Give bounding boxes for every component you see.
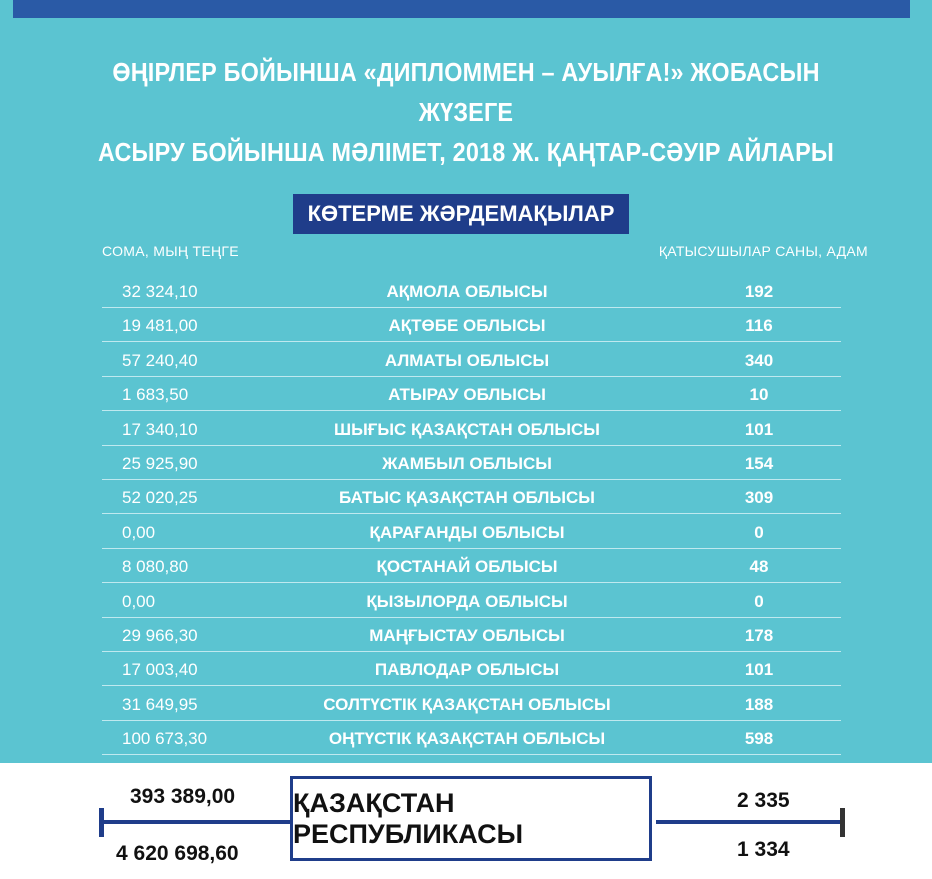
row-region: БАТЫС ҚАЗАҚСТАН ОБЛЫСЫ [339,488,595,508]
total-amount-top: 393 389,00 [130,785,236,808]
total-endcap-left [99,808,104,837]
row-region: ЖАМБЫЛ ОБЛЫСЫ [382,453,552,473]
row-amount: 17 340,10 [122,419,198,439]
row-amount: 31 649,95 [122,694,198,714]
table-row [0,619,932,652]
row-amount: 29 966,30 [122,625,198,645]
row-region: АҚМОЛА ОБЛЫСЫ [386,282,548,301]
table-row [0,722,932,755]
total-connector-right [656,820,842,824]
table-row [0,516,932,549]
table-row [0,344,932,377]
region-table [0,275,932,756]
row-count: 101 [744,419,774,439]
row-region: ОҢТҮСТІК ҚАЗАҚСТАН ОБЛЫСЫ [328,729,606,749]
column-header-amount: СОМА, МЫҢ ТЕҢГЕ [102,243,239,259]
row-region: АЛМАТЫ ОБЛЫСЫ [384,350,550,370]
row-count: 0 [754,591,764,611]
table-row [0,481,932,514]
table-row [0,550,932,583]
table-row [0,653,932,686]
row-amount: 8 080,80 [122,557,189,577]
row-amount: 57 240,40 [122,350,198,370]
row-count: 10 [749,385,769,405]
row-region: СОЛТҮСТІК ҚАЗАҚСТАН ОБЛЫСЫ [323,694,611,714]
row-region: ПАВЛОДАР ОБЛЫСЫ [374,660,560,680]
total-label: ҚАЗАҚСТАН РЕСПУБЛИКАСЫ [293,787,524,849]
row-amount: 32 324,10 [122,282,198,301]
row-amount: 100 673,30 [122,729,208,749]
table-row [0,413,932,446]
row-amount: 19 481,00 [122,316,198,336]
row-count: 154 [744,453,774,473]
row-amount: 1 683,50 [122,385,189,405]
row-region: ҚОСТАНАЙ ОБЛЫСЫ [376,557,558,577]
column-header-participants: ҚАТЫСУШЫЛАР САНЫ, АДАМ [658,243,868,259]
table-row [0,275,932,308]
total-endcap-right [840,808,845,837]
section-label: КӨТЕРМЕ ЖӘРДЕМАҚЫЛАР [293,194,629,234]
table-row [0,447,932,480]
row-count: 192 [744,282,774,301]
row-amount: 0,00 [122,522,156,542]
row-region: ШЫҒЫС ҚАЗАҚСТАН ОБЛЫСЫ [334,419,600,439]
row-count: 0 [754,522,764,542]
total-count-top: 2 335 [737,789,790,812]
row-amount: 52 020,25 [122,488,198,508]
title-line-2: АСЫРУ БОЙЫНША МӘЛІМЕТ, 2018 Ж. ҚАҢТАР-СӘУІР АЙЛАРЫ [97,137,835,167]
page-title [65,52,868,172]
row-amount: 17 003,40 [122,660,198,680]
table-row [0,585,932,618]
row-count: 598 [744,729,774,749]
row-count: 340 [744,350,774,370]
top-accent-bar [13,0,910,18]
row-region: ҚЫЗЫЛОРДА ОБЛЫСЫ [366,591,568,611]
row-region: ҚАРАҒАНДЫ ОБЛЫСЫ [369,522,565,542]
row-count: 178 [744,625,774,645]
row-count: 48 [749,557,769,577]
row-count: 309 [744,488,774,508]
table-row [0,688,932,721]
total-label-box [290,776,652,861]
row-region: АТЫРАУ ОБЛЫСЫ [388,385,546,405]
row-amount: 0,00 [122,591,156,611]
row-count: 101 [744,660,774,680]
total-amount-bottom: 4 620 698,60 [116,842,239,865]
title-line-1: ӨҢІРЛЕР БОЙЫНША «ДИПЛОММЕН – АУЫЛҒА!» ЖОБАСЫН ЖҮЗЕГЕ [112,57,820,127]
row-count: 116 [745,316,773,336]
row-region: АҚТӨБЕ ОБЛЫСЫ [388,316,546,336]
total-count-bottom: 1 334 [737,838,790,861]
row-region: МАҢҒЫСТАУ ОБЛЫСЫ [369,625,565,645]
row-amount: 25 925,90 [122,453,198,473]
table-row [0,309,932,342]
total-connector-left [102,820,290,824]
row-count: 188 [744,694,774,714]
table-row [0,378,932,411]
